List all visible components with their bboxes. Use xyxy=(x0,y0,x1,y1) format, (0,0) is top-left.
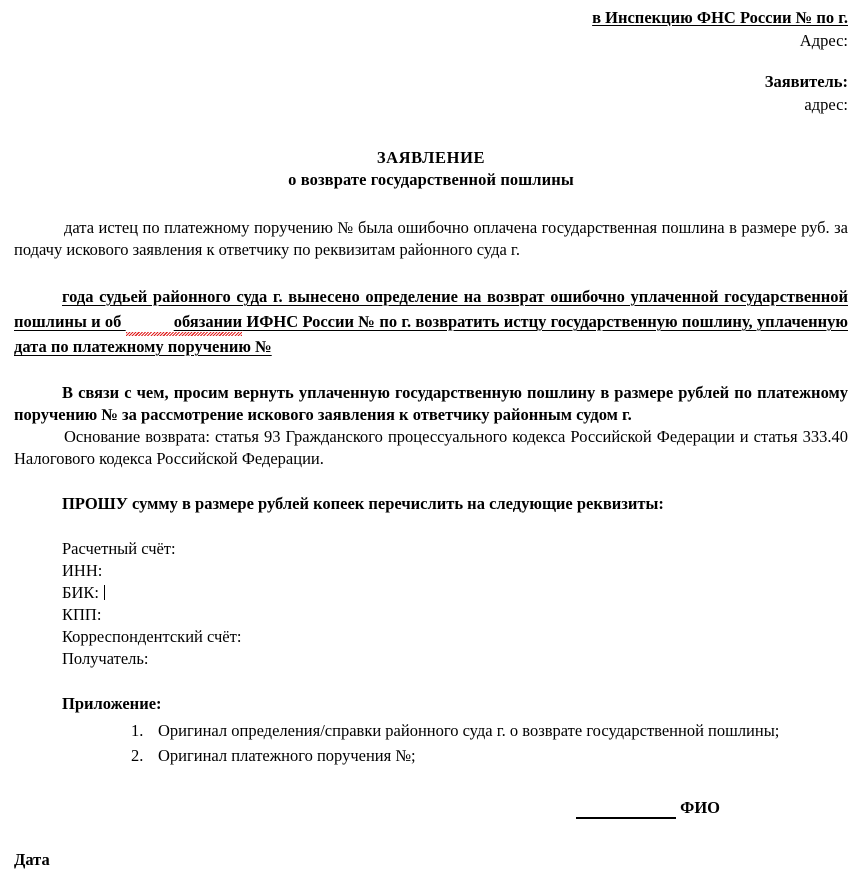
paragraph-legal-basis: Основание возврата: статья 93 Гражданского процессуального кодекса Российской Федерации и статья 333.40 Налогового кодекса Российской Федерации. xyxy=(14,426,848,468)
list-item-number: 1. xyxy=(131,720,144,740)
text-cursor-caret xyxy=(104,585,105,600)
document-title: ЗАЯВЛЕНИЕ xyxy=(376,147,486,167)
signature-line[interactable] xyxy=(576,802,676,819)
signature-name-label: ФИО xyxy=(680,798,720,818)
requisite-settlement-account[interactable]: Расчетный счёт: xyxy=(62,538,176,558)
paragraph-refund-request: В связи с чем, просим вернуть уплаченную государственную пошлину в размере рублей по платежному поручению № за рассмотрение искового заявления к ответчику районным судом г. xyxy=(14,383,848,424)
document-body xyxy=(14,217,848,871)
requisite-kpp[interactable]: КПП: xyxy=(62,604,102,624)
applicant-label: Заявитель: xyxy=(764,71,848,91)
title-block xyxy=(14,147,848,191)
paragraph-gap-5 xyxy=(14,670,848,693)
list-item xyxy=(14,718,848,744)
signature-date-label: Дата xyxy=(14,850,50,870)
document-subtitle: о возврате государственной пошлины xyxy=(288,169,574,189)
addressee-inspection-address-label: Адрес: xyxy=(799,31,848,51)
paragraph-gap-2 xyxy=(14,359,848,382)
list-item xyxy=(14,743,848,769)
applicant-address-label: адрес: xyxy=(804,95,848,115)
appendix-title: Приложение: xyxy=(62,693,162,713)
spellcheck-misspelled-word[interactable]: обязании xyxy=(126,309,242,334)
bank-requisites-block xyxy=(14,538,848,670)
addressee-inspection: в Инспекцию ФНС России № по г. xyxy=(592,8,848,27)
list-item-number: 2. xyxy=(131,746,144,766)
requisite-recipient[interactable]: Получатель: xyxy=(62,648,149,668)
requisite-bik-label: БИК: xyxy=(62,582,99,602)
ruling-text-part-1: года судьей районного суда г. вынесено определение на возврат ошибочно уплаченной государственной пошлины и об xyxy=(14,286,848,331)
signature-row xyxy=(14,797,848,819)
paragraph-gap-3 xyxy=(14,470,848,493)
paragraph-court-ruling xyxy=(14,284,848,359)
addressee-block xyxy=(14,0,848,117)
paragraph-gap xyxy=(14,261,848,284)
paragraph-intro: дата истец по платежному поручению № была ошибочно оплачена государственная пошлина в размере руб. за подачу искового заявления к ответчику по реквизитам районного суда г. xyxy=(14,217,848,259)
requisite-correspondent-account[interactable]: Корреспондентский счёт: xyxy=(62,626,242,646)
requisite-inn[interactable]: ИНН: xyxy=(62,560,103,580)
paragraph-gap-4 xyxy=(14,515,848,538)
appendix-list xyxy=(14,718,848,769)
paragraph-transfer-request: ПРОШУ сумму в размере рублей копеек перечислить на следующие реквизиты: xyxy=(62,493,664,513)
addressee-spacer xyxy=(14,53,848,70)
requisite-bik[interactable] xyxy=(62,582,848,604)
ruling-text-part-2: ИФНС России № по г. возвратить истцу государственную пошлину, уплаченную дата по платежному поручению № xyxy=(14,311,848,356)
list-item-text: Оригинал платежного поручения №; xyxy=(158,746,416,766)
list-item-text: Оригинал определения/справки районного суда г. о возврате государственной пошлины; xyxy=(158,720,780,740)
